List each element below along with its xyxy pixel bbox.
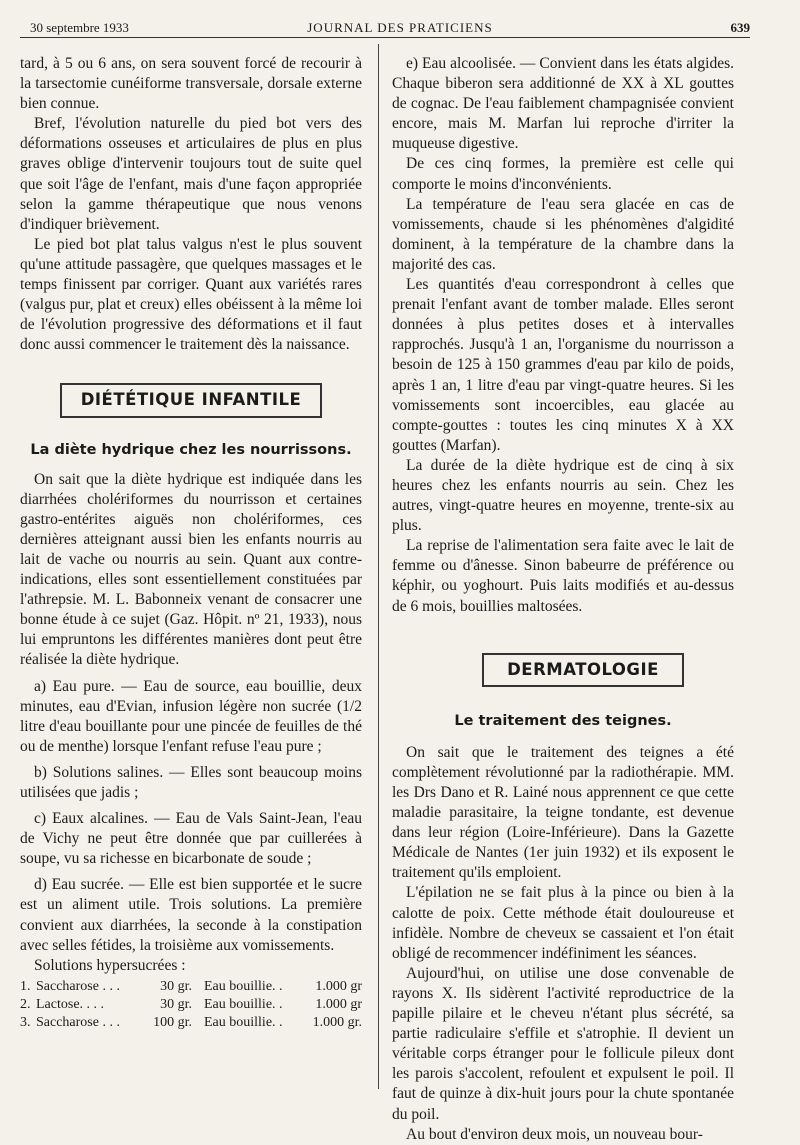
left-column xyxy=(20,54,362,1032)
water-label: Eau bouillie. . xyxy=(204,1014,283,1030)
water-amount: 1.000 gr xyxy=(315,978,362,994)
water-amount: 1.000 gr xyxy=(315,996,362,1012)
paragraph: Au bout d'environ deux mois, un nouveau bour- xyxy=(406,1125,703,1143)
paragraph: Aujourd'hui, on utilise une dose convenable de rayons X. Ils sidèrent l'activité reproductrice de la papille pilaire et le cheveu n'étant plus sécrété, sa partie radiculaire s'effile et s'atrophie. Il devient un véritable corps étranger pour le follicule pileux dont les parois s'accolent, refoulent et expulsent le poil. Il faut de quinze à dix-huit jours pour la chute spontanée du poil. xyxy=(392,964,734,1123)
paragraph: c) Eaux alcalines. — Eau de Vals Saint-Jean, l'eau de Vichy ne peut être donnée que par cuillerées à soupe, vu sa richesse en bicarbonate de soude ; xyxy=(20,810,362,868)
water-amount: 1.000 gr. xyxy=(312,1014,362,1030)
header-date: 30 septembre 1933 xyxy=(30,20,129,35)
paragraph: tard, à 5 ou 6 ans, on sera souvent forcé de recourir à la tarsectomie cunéiforme transversale, dorsale externe bien connue. xyxy=(20,55,362,113)
section-title-dermatologie: DERMATOLOGIE xyxy=(482,653,684,687)
header-journal-title: JOURNAL DES PRATICIENS xyxy=(307,20,493,35)
row-number: 3. xyxy=(20,1014,31,1030)
paragraph: On sait que la diète hydrique est indiquée dans les diarrhées cholériformes du nourrisson et certaines gastro-entérites aiguës non cholériformes, ces dernières atteignant aussi bien les enfants nourris au lait de vache ou nourris au sein. Quant aux contre-indications, elles sont essentiellement constituées par l'athrepsie. M. L. Babonneix venant de consacrer une bonne étude à ce sujet (Gaz. Hôpit. nº 21, 1933), nous lui empruntons les différentes manières dont peut être réalisée la diète hydrique. xyxy=(20,470,362,669)
paragraph: L'épilation ne se fait plus à la pince ou bien à la calotte de poix. Cette méthode était douloureuse et infidèle. Nombre de cheveux se cassaient et l'on était obligé de recommencer indéfiniment les séances. xyxy=(392,884,734,962)
paragraph: Le pied bot plat talus valgus n'est le plus souvent qu'une attitude passagère, que quelques massages et le temps finissent par corriger. Quant aux variétés rares (valgus pur, plat et creux) elles obéissent à la même loi de l'évolution progressive des déformations et il faut donc aussi commencer le traitement dès la naissance. xyxy=(20,235,362,354)
paragraph: d) Eau sucrée. — Elle est bien supportée et le sucre est un aliment utile. Trois solutions. La première convient aux diarrhées, la seconde à la constipation avec selles fétides, la troisième aux vomissements. xyxy=(20,876,362,954)
paragraph: b) Solutions salines. — Elles sont beaucoup moins utilisées que jadis ; xyxy=(20,763,362,801)
water-label: Eau bouillie. . xyxy=(204,978,283,994)
paragraph: De ces cinq formes, la première est celle qui comporte le moins d'inconvénients. xyxy=(392,155,734,193)
solutions-table xyxy=(20,978,362,1032)
sugar-amount: 100 gr. xyxy=(153,1014,192,1030)
article-heading-diete: La diète hydrique chez les nourrissons. xyxy=(30,441,352,458)
sugar-amount: 30 gr. xyxy=(160,996,192,1012)
solutions-intro: Solutions hypersucrées : xyxy=(34,956,186,974)
header-rule xyxy=(20,37,750,38)
sugar-name: Saccharose . . . xyxy=(36,1014,120,1030)
column-divider xyxy=(378,44,379,1089)
water-label: Eau bouillie. . xyxy=(204,996,283,1012)
article-heading-teignes: Le traitement des teignes. xyxy=(454,712,672,729)
paragraph: La durée de la diète hydrique est de cinq à six heures chez les enfants nourris au sein. Chez les autres, vingt-quatre heures en moyenne, trente-six au plus. xyxy=(392,456,734,535)
row-number: 1. xyxy=(20,978,31,994)
row-number: 2. xyxy=(20,996,31,1012)
paragraph: a) Eau pure. — Eau de source, eau bouillie, deux minutes, eau d'Evian, infusion légère non sucrée (1/2 litre d'eau bouillante pour une pincée de feuilles de thé ou de menthe) lorsque l'enfant refuse l'eau pure ; xyxy=(20,677,362,755)
paragraph: On sait que le traitement des teignes a été complètement révolutionné par la radiothérapie. MM. les Drs Dano et R. Lainé nous apprennent ce que cette maladie parasitaire, la teigne tondante, est devenue dans leur région (Loire-Inférieure). Dans la Gazette Médicale de Nantes (1er juin 1932) et ils exposent le traitement qu'ils emploient. xyxy=(392,743,734,882)
sugar-amount: 30 gr. xyxy=(160,978,192,994)
right-column xyxy=(392,54,734,1145)
table-row xyxy=(20,978,362,996)
paragraph: Les quantités d'eau correspondront à celles que prenait l'enfant avant de tomber malade. Elles seront données à plus petites doses et à intervalles rapprochés. Jusqu'à 1 an, l'organisme du nourrisson a besoin de 125 à 150 grammes d'eau par kilo de poids, après 1 an, 1 litre d'eau par vingt-quatre heures. Si les vomissements sont incoercibles, eau glacée au compte-gouttes : toutes les cinq minutes X à XX gouttes (Marfan). xyxy=(392,276,734,454)
table-row xyxy=(20,996,362,1014)
sugar-name: Lactose. . . . xyxy=(36,996,105,1012)
section-title-dietetique: DIÉTÉTIQUE INFANTILE xyxy=(60,383,322,417)
paragraph: e) Eau alcoolisée. — Convient dans les états algides. Chaque biberon sera additionné de XX à XL gouttes de cognac. De l'eau faiblement champagnisée convient encore, mais M. Marfan lui reproche d'irriter la muqueuse digestive. xyxy=(392,55,734,153)
paragraph: La reprise de l'alimentation sera faite avec le lait de femme ou d'ânesse. Sinon babeurre de préférence ou képhir, ou yoghourt. Puis laits modifiés et au-dessus de 6 mois, bouillies maltosées. xyxy=(392,537,734,615)
header-page-number: 639 xyxy=(730,20,750,35)
paragraph: Bref, l'évolution naturelle du pied bot vers des déformations osseuses et articulaires de plus en plus graves oblige d'intervenir toujours tout de suite quel que soit l'âge de l'enfant, mais d'une façon appropriée selon la gamme thérapeutique que nous venons d'indiquer brièvement. xyxy=(20,115,362,233)
paragraph: La température de l'eau sera glacée en cas de vomissements, chaude si les phénomènes d'algidité dominent, à la température de la chambre dans la majorité des cas. xyxy=(392,195,734,273)
sugar-name: Saccharose . . . xyxy=(36,978,120,994)
table-row xyxy=(20,1014,362,1032)
